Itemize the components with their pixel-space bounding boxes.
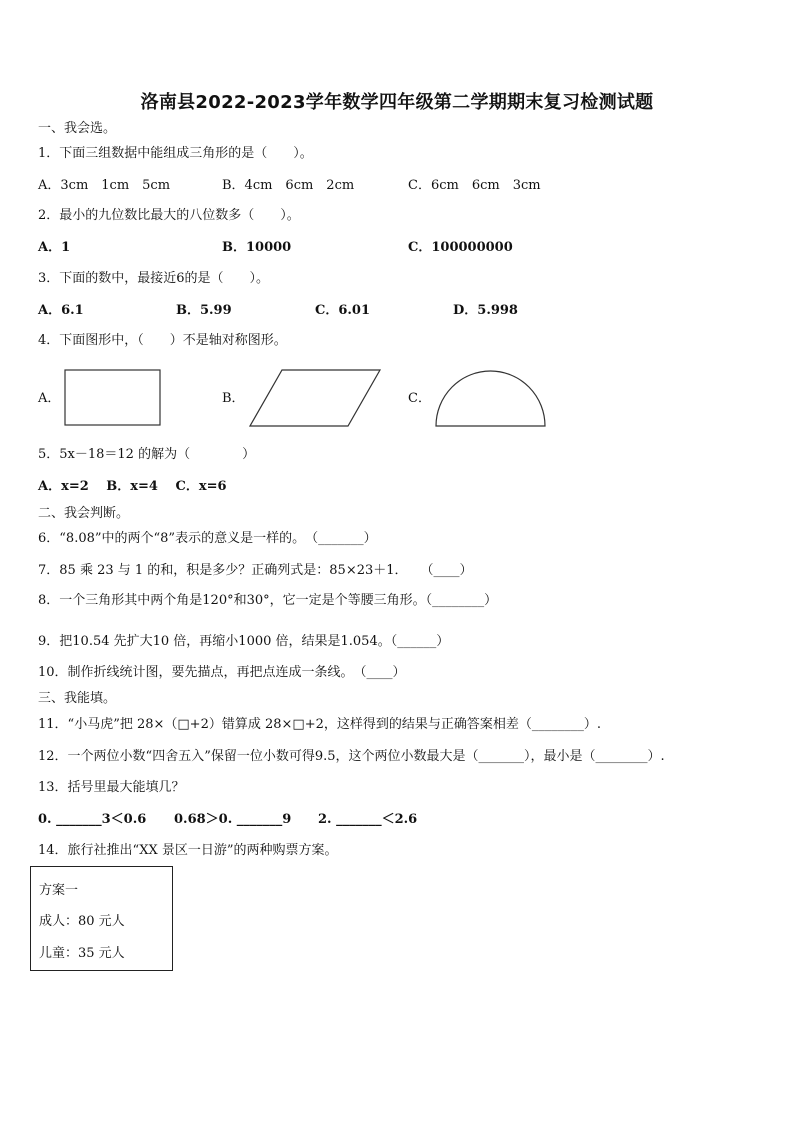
- q3-option-d: D．5.998: [453, 303, 518, 318]
- adult-price: 成人：80 元人: [39, 914, 125, 929]
- question-13: 13．括号里最大能填几？: [38, 780, 185, 795]
- q2-option-a: A．1: [38, 240, 71, 255]
- question-12: 12．一个两位小数“四舍五入”保留一位小数可得9.5，这个两位小数最大是（_______），最小是（________）.: [38, 749, 665, 764]
- question-11: 11．“小马虎”把 28×（□+2）错算成 28×□+2，这样得到的结果与正确答案相差（________）.: [38, 717, 601, 732]
- q5-options: A．x=2 B．x=4 C．x=6: [38, 479, 227, 494]
- semicircle-figure: [435, 370, 546, 428]
- q1-option-c: C．6cm 6cm 3cm: [408, 178, 541, 193]
- q4-option-a: A．: [38, 391, 61, 406]
- q1-option-b: B．4cm 6cm 2cm: [222, 178, 355, 193]
- question-3: 3．下面的数中，最接近6的是（ ）。: [38, 271, 270, 286]
- question-5: 5．5x－18＝12 的解为（ ）: [38, 447, 256, 462]
- question-4: 4．下面图形中，（ ）不是轴对称图形。: [38, 333, 287, 348]
- question-1: 1．下面三组数据中能组成三角形的是（ ）。: [38, 146, 313, 161]
- q2-option-b: B．10000: [222, 240, 292, 255]
- rectangle-figure: [64, 369, 162, 427]
- section-heading-3: 三、我能填。: [38, 691, 117, 706]
- question-6: 6．“8.08”中的两个“8”表示的意义是一样的。 （_______）: [38, 531, 377, 546]
- ticket-plan-box: [30, 866, 173, 971]
- q13-blank-b: 0.68＞0. _______9: [174, 812, 292, 827]
- question-10: 10．制作折线统计图，要先描点，再把点连成一条线。 （____）: [38, 665, 406, 680]
- q4-option-b: B．: [222, 391, 245, 406]
- q1-option-a: A．3cm 1cm 5cm: [38, 178, 171, 193]
- q4-option-c: C．: [408, 391, 431, 406]
- q13-blank-c: 2. _______＜2.6: [318, 812, 418, 827]
- section-heading-2: 二、我会判断。: [38, 506, 130, 521]
- parallelogram-figure: [249, 369, 382, 428]
- q13-blank-a: 0. _______3＜0.6: [38, 812, 147, 827]
- q3-option-a: A．6.1: [38, 303, 84, 318]
- page-title: 洛南县2022-2023学年数学四年级第二学期期末复习检测试题: [140, 92, 654, 113]
- question-14: 14．旅行社推出“XX 景区一日游”的两种购票方案。: [38, 843, 338, 858]
- question-2: 2．最小的九位数比最大的八位数多（ ）。: [38, 208, 300, 223]
- q3-option-b: B．5.99: [176, 303, 232, 318]
- question-8: 8．一个三角形其中两个角是120°和30°，它一定是个等腰三角形。（________）: [38, 593, 498, 608]
- q3-option-c: C．6.01: [315, 303, 371, 318]
- question-7: 7．85 乘 23 与 1 的和，积是多少？正确列式是：85×23＋1． （____）: [38, 563, 473, 578]
- child-price: 儿童：35 元人: [39, 946, 125, 961]
- q2-option-c: C．100000000: [408, 240, 513, 255]
- section-heading-1: 一、我会选。: [38, 121, 117, 136]
- question-9: 9．把10.54 先扩大10 倍，再缩小1000 倍，结果是1.054。（______）: [38, 634, 450, 649]
- plan-title: 方案一: [39, 883, 79, 898]
